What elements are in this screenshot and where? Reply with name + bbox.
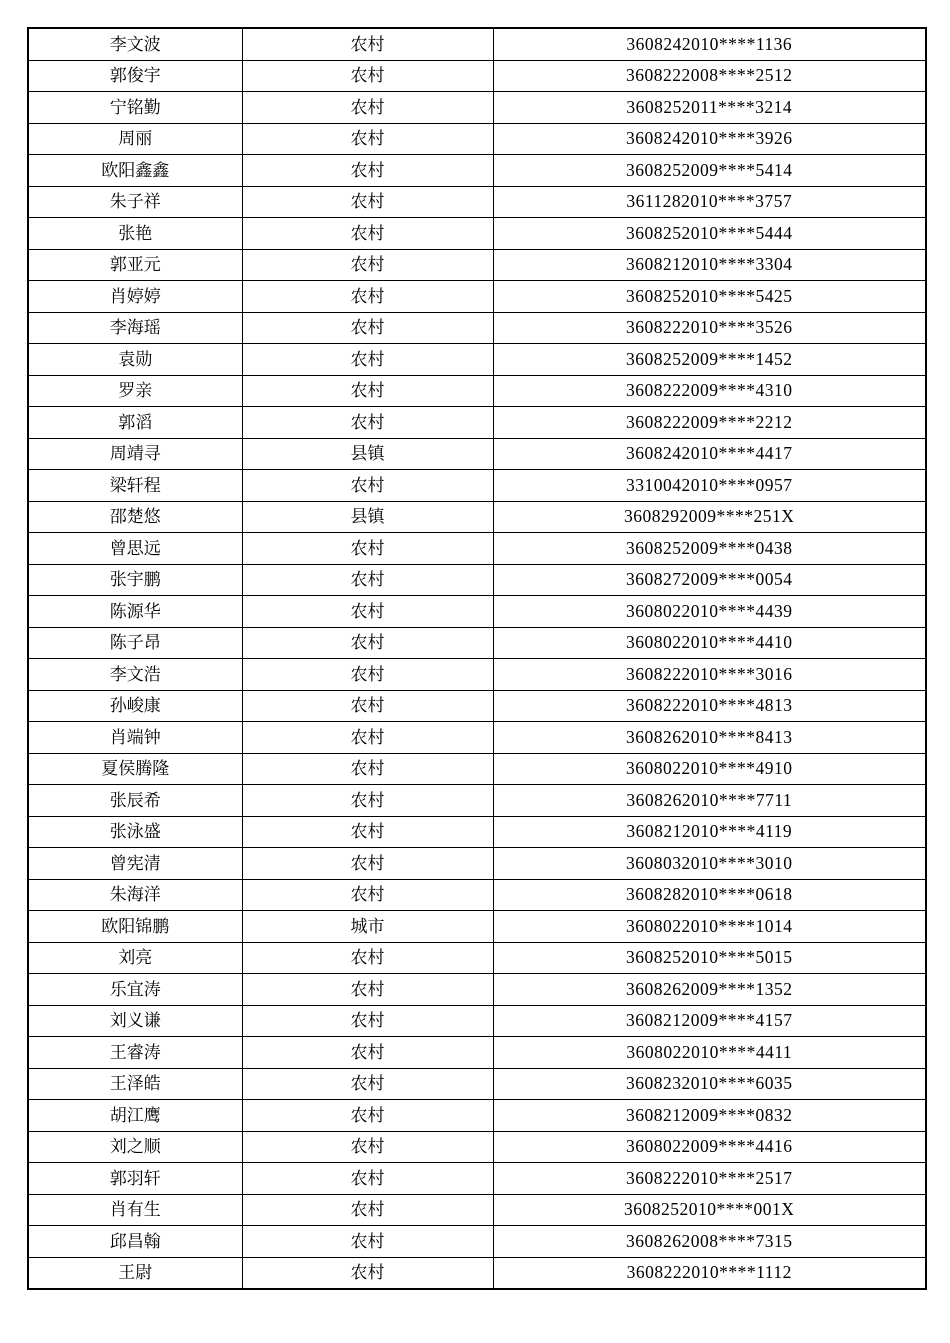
table-row	[28, 281, 926, 313]
cell-residence-type: 县镇	[242, 501, 493, 533]
cell-residence-type: 农村	[242, 28, 493, 60]
table-row	[28, 438, 926, 470]
cell-residence-type: 农村	[242, 753, 493, 785]
cell-id-number: 3608222010****3526	[493, 312, 926, 344]
cell-residence-type: 农村	[242, 1163, 493, 1195]
table-row	[28, 1131, 926, 1163]
cell-student-name: 李文波	[28, 28, 242, 60]
cell-id-number: 3608272009****0054	[493, 564, 926, 596]
table-row	[28, 596, 926, 628]
table-row	[28, 942, 926, 974]
cell-residence-type: 农村	[242, 249, 493, 281]
cell-id-number: 3608212010****4119	[493, 816, 926, 848]
cell-residence-type: 农村	[242, 123, 493, 155]
cell-id-number: 3608262010****8413	[493, 722, 926, 754]
table-row	[28, 28, 926, 60]
cell-residence-type: 农村	[242, 1100, 493, 1132]
cell-student-name: 袁勋	[28, 344, 242, 376]
cell-residence-type: 农村	[242, 533, 493, 565]
cell-id-number: 3608222009****4310	[493, 375, 926, 407]
cell-residence-type: 农村	[242, 186, 493, 218]
table-row	[28, 470, 926, 502]
cell-residence-type: 农村	[242, 974, 493, 1006]
table-row	[28, 501, 926, 533]
cell-student-name: 邱昌翰	[28, 1226, 242, 1258]
cell-residence-type: 农村	[242, 942, 493, 974]
cell-residence-type: 农村	[242, 407, 493, 439]
cell-id-number: 3608252010****5425	[493, 281, 926, 313]
cell-student-name: 罗亲	[28, 375, 242, 407]
table-row	[28, 1100, 926, 1132]
cell-student-name: 陈子昂	[28, 627, 242, 659]
table-row	[28, 60, 926, 92]
cell-id-number: 3608242010****1136	[493, 28, 926, 60]
table-row	[28, 911, 926, 943]
cell-student-name: 刘义谦	[28, 1005, 242, 1037]
cell-residence-type: 农村	[242, 92, 493, 124]
table-row	[28, 1068, 926, 1100]
cell-id-number: 3608252009****0438	[493, 533, 926, 565]
cell-student-name: 肖婷婷	[28, 281, 242, 313]
cell-id-number: 3608252011****3214	[493, 92, 926, 124]
cell-student-name: 孙峻康	[28, 690, 242, 722]
cell-residence-type: 农村	[242, 848, 493, 880]
table-row	[28, 155, 926, 187]
cell-id-number: 3611282010****3757	[493, 186, 926, 218]
cell-id-number: 3608292009****251X	[493, 501, 926, 533]
cell-residence-type: 农村	[242, 344, 493, 376]
table-row	[28, 123, 926, 155]
cell-residence-type: 农村	[242, 596, 493, 628]
cell-id-number: 3608222010****1112	[493, 1257, 926, 1289]
cell-student-name: 夏侯腾隆	[28, 753, 242, 785]
cell-residence-type: 农村	[242, 564, 493, 596]
cell-student-name: 陈源华	[28, 596, 242, 628]
cell-student-name: 王泽皓	[28, 1068, 242, 1100]
cell-id-number: 3608022009****4416	[493, 1131, 926, 1163]
cell-student-name: 李文浩	[28, 659, 242, 691]
cell-student-name: 刘亮	[28, 942, 242, 974]
cell-student-name: 郭羽轩	[28, 1163, 242, 1195]
cell-id-number: 3608212009****4157	[493, 1005, 926, 1037]
cell-student-name: 张辰希	[28, 785, 242, 817]
table-row	[28, 848, 926, 880]
cell-residence-type: 农村	[242, 312, 493, 344]
cell-student-name: 张泳盛	[28, 816, 242, 848]
table-row	[28, 218, 926, 250]
cell-residence-type: 农村	[242, 659, 493, 691]
table-row	[28, 1257, 926, 1289]
cell-residence-type: 农村	[242, 1257, 493, 1289]
cell-residence-type: 城市	[242, 911, 493, 943]
cell-student-name: 张宇鹏	[28, 564, 242, 596]
cell-residence-type: 农村	[242, 627, 493, 659]
cell-residence-type: 农村	[242, 722, 493, 754]
table-row	[28, 1005, 926, 1037]
table-row	[28, 1163, 926, 1195]
cell-id-number: 3608262010****7711	[493, 785, 926, 817]
table-row	[28, 753, 926, 785]
table-row	[28, 816, 926, 848]
cell-student-name: 王睿涛	[28, 1037, 242, 1069]
cell-student-name: 乐宜涛	[28, 974, 242, 1006]
cell-id-number: 3608242010****3926	[493, 123, 926, 155]
cell-residence-type: 农村	[242, 1131, 493, 1163]
cell-id-number: 3608022010****4439	[493, 596, 926, 628]
cell-student-name: 王尉	[28, 1257, 242, 1289]
cell-id-number: 3608212010****3304	[493, 249, 926, 281]
cell-residence-type: 农村	[242, 816, 493, 848]
cell-student-name: 刘之顺	[28, 1131, 242, 1163]
table-row	[28, 533, 926, 565]
cell-student-name: 宁铭勤	[28, 92, 242, 124]
cell-residence-type: 农村	[242, 1037, 493, 1069]
cell-id-number: 3608242010****4417	[493, 438, 926, 470]
table-row	[28, 564, 926, 596]
roster-table-body	[28, 28, 926, 1289]
cell-student-name: 张艳	[28, 218, 242, 250]
table-row	[28, 344, 926, 376]
cell-student-name: 曾宪清	[28, 848, 242, 880]
cell-id-number: 3608222010****3016	[493, 659, 926, 691]
cell-residence-type: 农村	[242, 1194, 493, 1226]
cell-student-name: 肖有生	[28, 1194, 242, 1226]
cell-student-name: 郭亚元	[28, 249, 242, 281]
cell-student-name: 欧阳鑫鑫	[28, 155, 242, 187]
cell-student-name: 朱子祥	[28, 186, 242, 218]
table-row	[28, 1194, 926, 1226]
cell-id-number: 3608262009****1352	[493, 974, 926, 1006]
table-row	[28, 879, 926, 911]
cell-residence-type: 农村	[242, 375, 493, 407]
cell-id-number: 3608022010****4410	[493, 627, 926, 659]
cell-student-name: 梁轩程	[28, 470, 242, 502]
cell-id-number: 3608222009****2212	[493, 407, 926, 439]
table-row	[28, 92, 926, 124]
table-row	[28, 690, 926, 722]
table-row	[28, 407, 926, 439]
table-row	[28, 722, 926, 754]
cell-id-number: 3608282010****0618	[493, 879, 926, 911]
cell-id-number: 3608262008****7315	[493, 1226, 926, 1258]
table-row	[28, 1226, 926, 1258]
table-row	[28, 186, 926, 218]
cell-residence-type: 农村	[242, 470, 493, 502]
cell-id-number: 3608252010****5444	[493, 218, 926, 250]
table-row	[28, 1037, 926, 1069]
cell-residence-type: 农村	[242, 879, 493, 911]
cell-residence-type: 农村	[242, 155, 493, 187]
table-row	[28, 627, 926, 659]
cell-student-name: 邵楚悠	[28, 501, 242, 533]
cell-residence-type: 农村	[242, 1005, 493, 1037]
cell-residence-type: 农村	[242, 1226, 493, 1258]
cell-student-name: 周丽	[28, 123, 242, 155]
cell-id-number: 3608032010****3010	[493, 848, 926, 880]
cell-student-name: 肖端钟	[28, 722, 242, 754]
cell-id-number: 3608222010****2517	[493, 1163, 926, 1195]
cell-residence-type: 农村	[242, 281, 493, 313]
cell-student-name: 朱海洋	[28, 879, 242, 911]
table-row	[28, 974, 926, 1006]
cell-student-name: 郭滔	[28, 407, 242, 439]
cell-id-number: 3608252009****1452	[493, 344, 926, 376]
cell-student-name: 欧阳锦鹏	[28, 911, 242, 943]
table-row	[28, 659, 926, 691]
table-row	[28, 785, 926, 817]
cell-student-name: 周靖寻	[28, 438, 242, 470]
cell-id-number: 3310042010****0957	[493, 470, 926, 502]
cell-id-number: 3608252010****001X	[493, 1194, 926, 1226]
cell-student-name: 郭俊宇	[28, 60, 242, 92]
table-row	[28, 375, 926, 407]
cell-id-number: 3608222008****2512	[493, 60, 926, 92]
cell-residence-type: 农村	[242, 60, 493, 92]
cell-residence-type: 县镇	[242, 438, 493, 470]
cell-id-number: 3608252010****5015	[493, 942, 926, 974]
cell-residence-type: 农村	[242, 785, 493, 817]
cell-id-number: 3608022010****4411	[493, 1037, 926, 1069]
cell-id-number: 3608252009****5414	[493, 155, 926, 187]
cell-student-name: 曾思远	[28, 533, 242, 565]
cell-residence-type: 农村	[242, 1068, 493, 1100]
cell-id-number: 3608212009****0832	[493, 1100, 926, 1132]
cell-id-number: 3608232010****6035	[493, 1068, 926, 1100]
table-row	[28, 249, 926, 281]
cell-residence-type: 农村	[242, 218, 493, 250]
cell-student-name: 李海瑶	[28, 312, 242, 344]
cell-student-name: 胡江鹰	[28, 1100, 242, 1132]
cell-id-number: 3608022010****4910	[493, 753, 926, 785]
table-row	[28, 312, 926, 344]
cell-id-number: 3608222010****4813	[493, 690, 926, 722]
student-roster-table	[27, 27, 927, 1290]
cell-id-number: 3608022010****1014	[493, 911, 926, 943]
cell-residence-type: 农村	[242, 690, 493, 722]
